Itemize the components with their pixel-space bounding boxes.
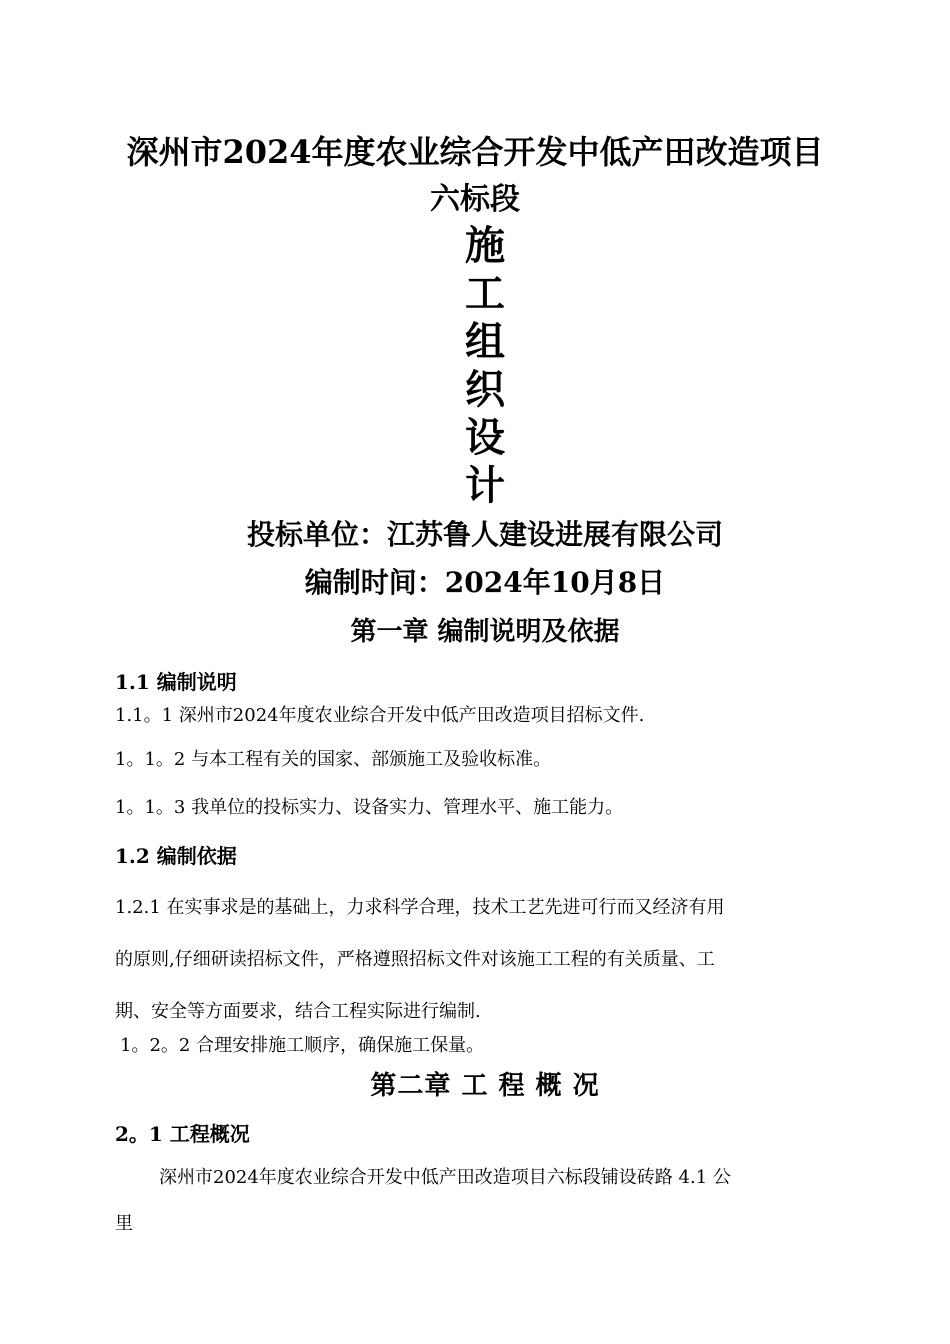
paragraph-1-2-2: 1。2。2 合理安排施工顺序，确保施工保量。 xyxy=(120,1035,485,1056)
section-2-1-heading: 2。1 工程概况 xyxy=(115,1122,250,1146)
doc-type-char: 工 xyxy=(465,270,505,317)
document-title: 深州市2024年度农业综合开发中低产田改造项目 xyxy=(126,133,824,171)
chapter-1-heading: 第一章 编制说明及依据 xyxy=(350,617,620,647)
paragraph-2-1-line: 里 xyxy=(115,1213,133,1234)
compile-date-line: 编制时间：2024年10月8日 xyxy=(304,566,666,599)
paragraph-1-2-1-line: 期、安全等方面要求，结合工程实际进行编制. xyxy=(115,1001,481,1022)
paragraph-1-2-1-line: 1.2.1 在实事求是的基础上，力求科学合理，技术工艺先进可行而又经济有用 xyxy=(115,897,725,918)
doc-type-char: 设 xyxy=(465,414,505,461)
doc-type-char: 织 xyxy=(465,366,505,413)
document-subtitle: 六标段 xyxy=(430,182,520,217)
doc-type-char: 计 xyxy=(465,462,505,509)
bidder-line: 投标单位：江苏鲁人建设进展有限公司 xyxy=(246,518,723,551)
doc-type-char: 组 xyxy=(465,318,505,365)
section-1-1-heading: 1.1 编制说明 xyxy=(115,670,237,694)
paragraph-2-1-line: 深州市2024年度农业综合开发中低产田改造项目六标段铺设砖路 4.1 公 xyxy=(159,1167,731,1188)
paragraph-1-1-2: 1。1。2 与本工程有关的国家、部颁施工及验收标准。 xyxy=(115,749,552,770)
paragraph-1-2-1-line: 的原则,仔细研读招标文件，严格遵照招标文件对该施工工程的有关质量、工 xyxy=(115,949,715,970)
paragraph-1-1-1: 1.1。1 深州市2024年度农业综合开发中低产田改造项目招标文件. xyxy=(115,705,645,726)
paragraph-1-1-3: 1。1。3 我单位的投标实力、设备实力、管理水平、施工能力。 xyxy=(115,797,624,818)
section-1-2-heading: 1.2 编制依据 xyxy=(115,844,237,868)
chapter-2-heading: 第二章 工 程 概 况 xyxy=(370,1071,600,1101)
doc-type-char: 施 xyxy=(465,222,505,269)
